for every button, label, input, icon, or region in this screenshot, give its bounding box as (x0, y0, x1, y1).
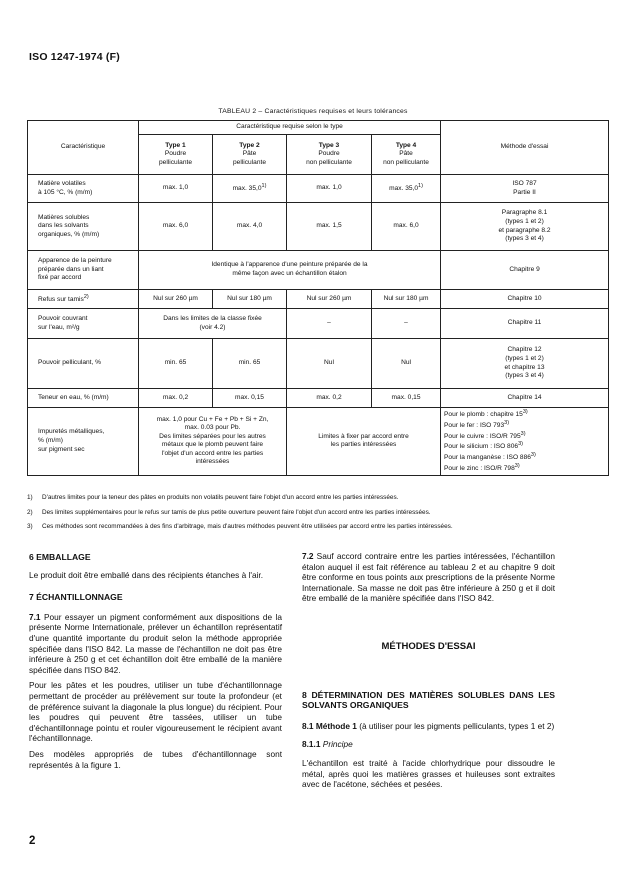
table-row: Pouvoir pelliculant, % min. 65 min. 65 Nul Nul Chapitre 12 (types 1 et 2) et chapitre 13 (types 3 et 4) (28, 339, 609, 389)
section-8-1-heading: 8.1 Méthode 1 (à utiliser pour les pigments pelliculants, types 1 et 2) (302, 720, 555, 731)
right-column (302, 551, 555, 795)
footnote: 1) D'autres limites pour la teneur des pâtes en produits non volatils peuvent faire l'objet d'un accord entre les parties intéressées. (27, 494, 399, 501)
page-number: 2 (29, 835, 36, 847)
section-7-1-paragraph-3: Des modèles appropriés de tubes d'échantillonnage sont représentés à la figure 1. (29, 748, 282, 770)
section-8-heading: 8 DÉTERMINATION DES MATIÈRES SOLUBLES DANS LES SOLVANTS ORGANIQUES (302, 689, 555, 711)
table-row: Impuretés métalliques, % (m/m) sur pigment sec max. 1,0 pour Cu + Fe + Pb + Si + Zn, max. 0.03 pour Pb. Des limites séparées pour les autres métaux que le plomb peuvent faire l'objet d'un accord entre les parties intéressées Limites à fixer par accord entre les parties intéressées Pour le plomb : chapitre 15$^{3)}$ Pour le fer : ISO 793$^{3)}$ Pour le cuivre : ISO/R 795$^{3)}$ Pour le silicium : ISO 806$^{3)}$ Pour la manganèse : ISO 886$^{3)}$ Pour le zinc : ISO/R 798$^{3)}$ (28, 408, 609, 476)
type-3-header: Type 3 Poudre non pelliculante (287, 135, 372, 175)
section-6-text: Le produit doit être emballé dans des récipients étanches à l'air. (29, 569, 264, 580)
left-column (29, 552, 282, 775)
section-6-heading: 6 EMBALLAGE (29, 552, 91, 562)
section-7-heading: 7 ÉCHANTILLONNAGE (29, 592, 123, 603)
methods-heading: MÉTHODES D'ESSAI (381, 640, 476, 652)
document-header: ISO 1247-1974 (F) (29, 51, 120, 63)
footnote: 3) Ces méthodes sont recommandées à des fins d'arbitrage, mais d'autres méthodes peuvent être utilisées par accord entre les parties intéressées. (27, 523, 453, 530)
header-group: Caractéristique requise selon le type (139, 121, 441, 135)
table-row: Pouvoir couvrant sur l'eau, m²/g Dans les limites de la classe fixée (voir 4.2) – – Chapitre 11 (28, 309, 609, 339)
table-footnotes (27, 494, 607, 538)
section-7-1-paragraph-2: Pour les pâtes et les poudres, utiliser un tube d'échantillonnage permettant de procéder au prélèvement sur toute la profondeur (et de préférence suivant la diagonale la plus longue) du récipient. Pour les poudres qui peuvent être tassées, utiliser un tube d'échantillonnage pointu et rouler vigoureusement le récipient avant l'échantillonnage. (29, 680, 282, 744)
table-row: Matières solubles dans les solvants organiques, % (m/m) max. 6,0 max. 4,0 max. 1,5 max. 6,0 Paragraphe 8.1 (types 1 et 2) et paragraphe 8.2 (types 3 et 4) (28, 203, 609, 251)
type-4-header: Type 4 Pâte non pelliculante (372, 135, 441, 175)
table-row: Teneur en eau, % (m/m) max. 0,2 max. 0,15 max. 0,2 max. 0,15 Chapitre 14 (28, 389, 609, 408)
table-row: Refus sur tamis$^{2)}$ Nul sur 260 µm Nul sur 180 µm Nul sur 260 µm Nul sur 180 µm Chapitre 10 (28, 290, 609, 309)
type-2-header: Type 2 Pâte pelliculante (213, 135, 287, 175)
section-7-2-text: 7.2 Sauf accord contraire entre les parties intéressées, l'échantillon étalon auquel il est fait référence au tableau 2 et au chapitre 9 doit être conforme en tous points aux prescriptions de la présente Norme Internationale. Sa masse ne doit pas être inférieure à 250 g et il doit être emballé de la manière spécifiée dans l'ISO 842. (302, 551, 555, 604)
footnote: 2) Des limites supplémentaires pour le refus sur tamis de plus petite ouverture peuvent faire l'objet d'un accord entre les parties intéressées. (27, 508, 431, 516)
requirements-table (27, 120, 609, 476)
section-8-1-1-text: L'échantillon est traité à l'acide chlorhydrique pour dissoudre le métal, après quoi les matières grasses et huileuses sont extraites avec de l'acétone, séchées et pesées. (302, 757, 555, 790)
section-8-1-1-heading: 8.1.1 Principe (302, 739, 353, 750)
table-row: Apparence de la peinture préparée dans un liant fixé par accord Identique à l'apparence d'une peinture préparée de la même façon avec un échantillon étalon Chapitre 9 (28, 251, 609, 290)
header-methode: Méthode d'essai (441, 121, 609, 175)
table-caption: TABLEAU 2 – Caractéristiques requises et leurs tolérances (218, 108, 408, 115)
section-7-1-text: 7.1 Pour essayer un pigment conformément aux dispositions de la présente Norme Internationale, prélever un échantillon représentatif d'une quantité importante du produit selon la méthode appropriée spécifiée dans l'ISO 842. La masse de l'échantillon ne doit pas être inférieure à 250 g et cet échantillon doit être emballé de la manière spécifiée dans l'ISO 842. (29, 611, 282, 675)
header-caracteristique: Caractéristique (28, 121, 139, 175)
table-row: Matière volatiles à 105 °C, % (m/m) max. 1,0 max. 35,0$^{1)}$ max. 1,0 max. 35,0$^{1)}$ ISO 787 Partie II (28, 175, 609, 203)
type-1-header: Type 1 Poudre pelliculante (139, 135, 213, 175)
